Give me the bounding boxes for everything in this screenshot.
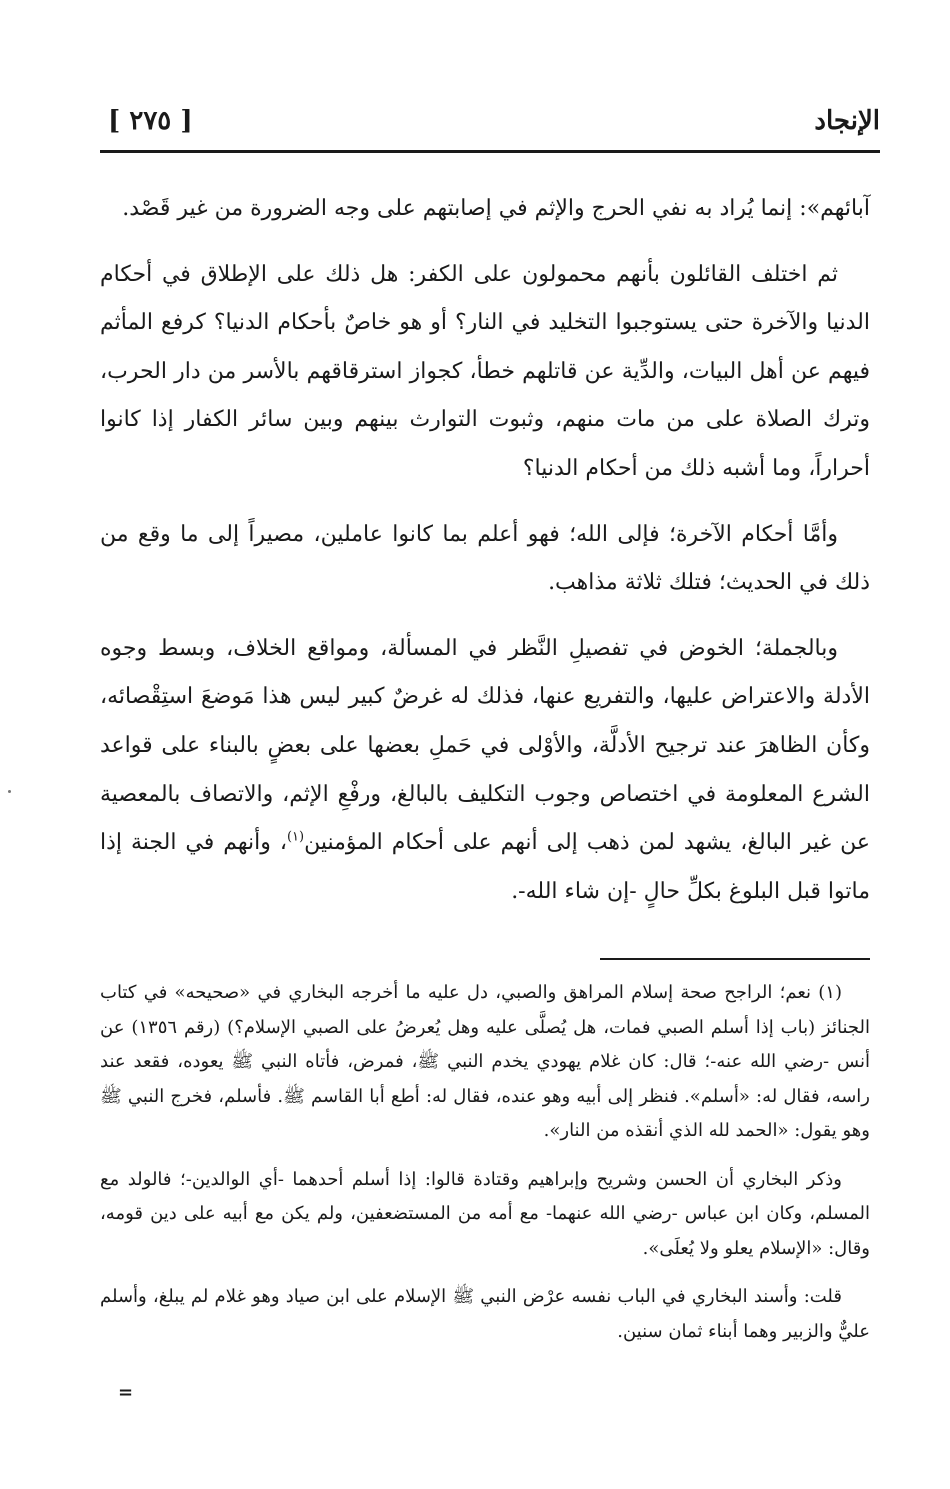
paragraph-4-tail: ، وأنهم في الجنة إذا ماتوا قبل البلوغ بكلِّ حالٍ -إن شاء الله-.	[100, 830, 870, 904]
page-number: [ ٢٧٥ ]	[108, 106, 193, 136]
header-rule	[100, 150, 880, 153]
footnote-reference: (١)	[286, 829, 305, 845]
paragraph-3: وأمَّا أحكام الآخرة؛ فإلى الله؛ فهو أعلم بما كانوا عاملين، مصيراً إلى ما وقع من ذلك في الحديث؛ فتلك ثلاثة مذاهب.	[100, 521, 870, 596]
footnote-1: (١) نعم؛ الراجح صحة إسلام المراهق والصبي، دل عليه ما أخرجه البخاري في «صحيحه» في كتاب الجنائز (باب إذا أسلم الصبي فمات، هل يُصلَّى عليه وهل يُعرضُ على الصبي الإسلام؟) (رقم ١٣٥٦) عن أنس -رضي الله عنه-؛ قال: كان غلام يهودي يخدم النبي ﷺ، فمرض، فأتاه النبي ﷺ يعوده، فقعد عند راسه، فقال له: «أسلم». فنظر إلى أبيه وهو عنده، فقال له: أطع أبا القاسم ﷺ. فأسلم، فخرج النبي ﷺ وهو يقول: «الحمد لله الذي أنقذه من النار».	[100, 982, 871, 1141]
footnote-1-note: قلت: وأسند البخاري في الباب نفسه عرْض النبي ﷺ الإسلام على ابن صياد وهو غلام لم يبلغ، وأسلم عليٌّ والزبير وهما أبناء ثمان سنين.	[100, 1286, 870, 1342]
paragraph-1: آبائهم»: إنما يُراد به نفي الحرج والإثم في إصابتهم على وجه الضرورة من غير قَصْد.	[122, 196, 870, 221]
paragraph-4	[100, 625, 870, 917]
running-title: الإنجاد	[814, 106, 880, 136]
running-header	[100, 100, 880, 146]
footnotes	[100, 976, 870, 1363]
main-text	[100, 185, 870, 933]
paragraph-2: ثم اختلف القائلون بأنهم محمولون على الكفر: هل ذلك على الإطلاق في أحكام الدنيا والآخرة حتى يستوجبوا التخليد في النار؟ أو هو خاصٌ بأحكام الدنيا؟ كرفع المأثم فيهم عن أهل البيات، والدِّية عن قاتلهم خطأ، كجواز استرقاقهم بالأسر من دار الحرب، وترك الصلاة على من مات منهم، وثبوت التوارث بينهم وبين سائر الكفار إذا كانوا أحراراً، وما أشبه ذلك من أحكام الدنيا؟	[100, 261, 870, 481]
footnote-separator	[600, 958, 870, 960]
continuation-mark: =	[118, 1382, 134, 1403]
paragraph-4-text: وبالجملة؛ الخوض في تفصيلِ النَّظر في المسألة، ومواقع الخلاف، وبسط وجوه الأدلة والاعتراض عليها، والتفريع عنها، فذلك له غرضٌ كبير ليس هذا مَوضعَ استِقْصائه، وكأن الظاهرَ عند ترجيح الأدلَّة، والأوْلى في حَملِ بعضها على بعضٍ بالبناء على قواعد الشرع المعلومة في اختصاص وجوب التكليف بالبالغ، ورفْعِ الإثم، والاتصاف بالمعصية عن غير البالغ، يشهد لمن ذهب إلى أنهم على أحكام المؤمنين	[100, 635, 870, 856]
footnote-1-continued: وذكر البخاري أن الحسن وشريح وإبراهيم وقتادة قالوا: إذا أسلم أحدهما -أي الوالدين-؛ فالولد مع المسلم، وكان ابن عباس -رضي الله عنهما- مع أمه من المستضعفين، ولم يكن مع أبيه على دين قومه، وقال: «الإسلام يعلو ولا يُعلَى».	[100, 1168, 870, 1259]
scan-speck	[8, 790, 11, 793]
